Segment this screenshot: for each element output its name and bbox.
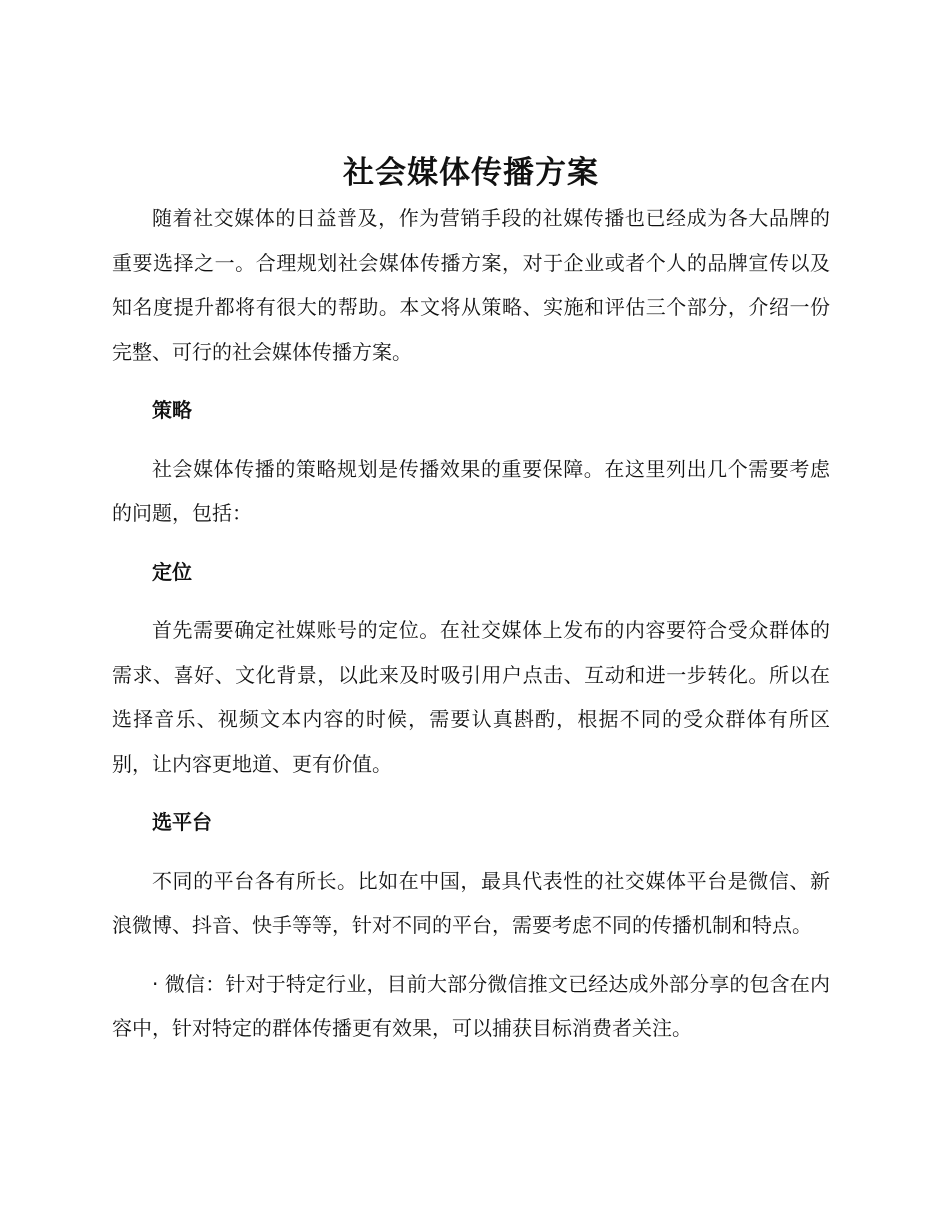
spacer: [112, 433, 830, 447]
section-heading-positioning: 定位: [152, 559, 192, 584]
spacer: [112, 845, 830, 859]
platform-bullet-wechat: · 微信：针对于特定行业，目前大部分微信推文已经达成外部分享的包含在内容中，针对特定的群体传播更有效果，可以捕获目标消费者关注。: [112, 971, 830, 1040]
spacer: [112, 374, 830, 388]
platform-paragraph: 不同的平台各有所长。比如在中国，最具代表性的社交媒体平台是微信、新浪微博、抖音、快手等等，针对不同的平台，需要考虑不同的传播机制和特点。: [112, 868, 830, 937]
spacer: [112, 948, 830, 962]
intro-paragraph: 随着社交媒体的日益普及，作为营销手段的社媒传播也已经成为各大品牌的重要选择之一。合理规划社会媒体传播方案，对于企业或者个人的品牌宣传以及知名度提升都将有很大的帮助。本文将从策略、实施和评估三个部分，介绍一份完整、可行的社会媒体传播方案。: [112, 206, 830, 364]
spacer: [112, 536, 830, 550]
strategy-paragraph: 社会媒体传播的策略规划是传播效果的重要保障。在这里列出几个需要考虑的问题，包括：: [112, 456, 830, 525]
section-heading-platform: 选平台: [152, 810, 212, 834]
spacer: [112, 594, 830, 608]
section-heading-strategy: 策略: [152, 398, 192, 422]
positioning-paragraph: 首先需要确定社媒账号的定位。在社交媒体上发布的内容要符合受众群体的需求、喜好、文化背景，以此来及时吸引用户点击、互动和进一步转化。所以在选择音乐、视频文本内容的时候，需要认真斟酌，根据不同的受众群体有所区别，让内容更地道、更有价值。: [112, 618, 830, 776]
page-title: 社会媒体传播方案: [343, 155, 599, 191]
spacer: [112, 786, 830, 800]
document-content: [112, 150, 830, 1051]
